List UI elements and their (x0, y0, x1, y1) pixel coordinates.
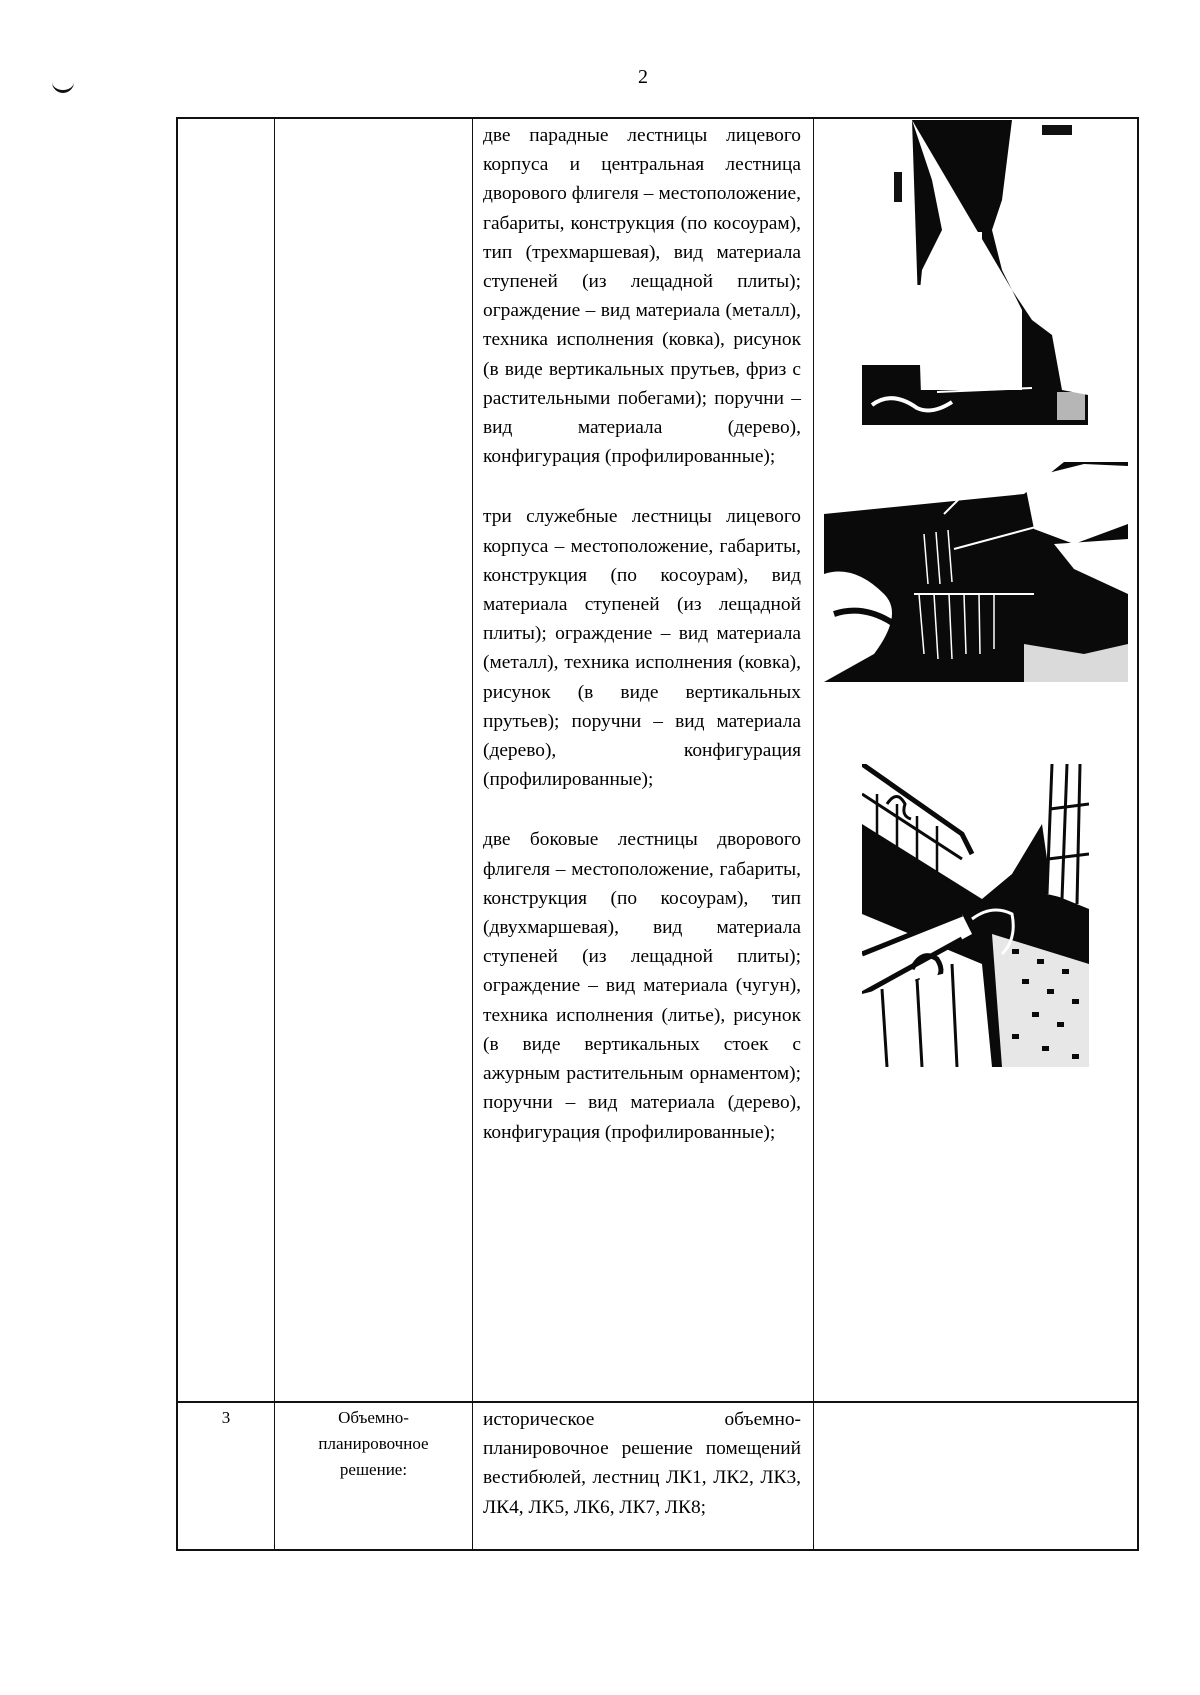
description-paragraph-layout: историческое объемно-планировочное решение помещений вестибюлей, лестниц ЛК1, ЛК2, ЛК3, ЛК4, ЛК5, ЛК6, ЛК7, ЛК8; (483, 1409, 801, 1518)
photo-image (862, 120, 1088, 425)
page-number: 2 (638, 66, 648, 88)
staircase-view-photo (862, 120, 1088, 425)
table-row (176, 117, 1139, 1403)
description-cell (473, 1403, 814, 1549)
photo-cell (814, 1403, 1137, 1549)
row-label (275, 119, 472, 121)
row-label: Объемно-планировочное решение: (318, 1408, 429, 1479)
table-row (176, 1403, 1139, 1551)
cast-iron-railing-photo (862, 764, 1089, 1067)
description-paragraph-service-stairs: три служебные лестницы лицевого корпуса – местоположение, габариты, конструкция (по косоурам), вид материала ступеней (из лещадной плиты); ограждение – вид материала (металл), техника исполнения (ковка), рисунок (в виде вертикальных прутьев); поручни – вид материала (дерево), конфигурация (профилированные); (483, 506, 801, 791)
document-table (176, 117, 1139, 1551)
row-number: 3 (221, 1408, 231, 1427)
row-number-cell (178, 1403, 275, 1549)
row-number-cell (178, 119, 275, 1401)
row-label-cell (275, 1403, 473, 1549)
photo-image (824, 454, 1128, 682)
row-label-cell (275, 119, 473, 1401)
photo-cell (814, 119, 1137, 1401)
row-number (178, 119, 274, 121)
staircase-railing-photo (824, 454, 1128, 682)
description-cell (473, 119, 814, 1401)
photo-image (862, 764, 1089, 1067)
description-paragraph-front-stairs: две парадные лестницы лицевого корпуса и центральная лестница дворового флигеля – местоположение, габариты, конструкция (по косоурам), тип (трехмаршевая), вид материала ступеней (из лещадной плиты); ограждение – вид материала (металл), техника исполнения (ковка), рисунок (в виде вертикальных прутьев, фриз с растительными побегами); поручни – вид материала (дерево), конфигурация (профилированные); (483, 125, 801, 468)
scan-artifact-mark (52, 80, 74, 93)
description-paragraph-side-stairs: две боковые лестницы дворового флигеля – местоположение, габариты, конструкция (по косоурам), тип (двухмаршевая), вид материала ступеней (из лещадной плиты); ограждение – вид материала (чугун), техника исполнения (литье), рисунок (в виде вертикальных стоек с ажурным растительным орнаментом); поручни – вид материала (дерево), конфигурация (профилированные); (483, 829, 801, 1143)
